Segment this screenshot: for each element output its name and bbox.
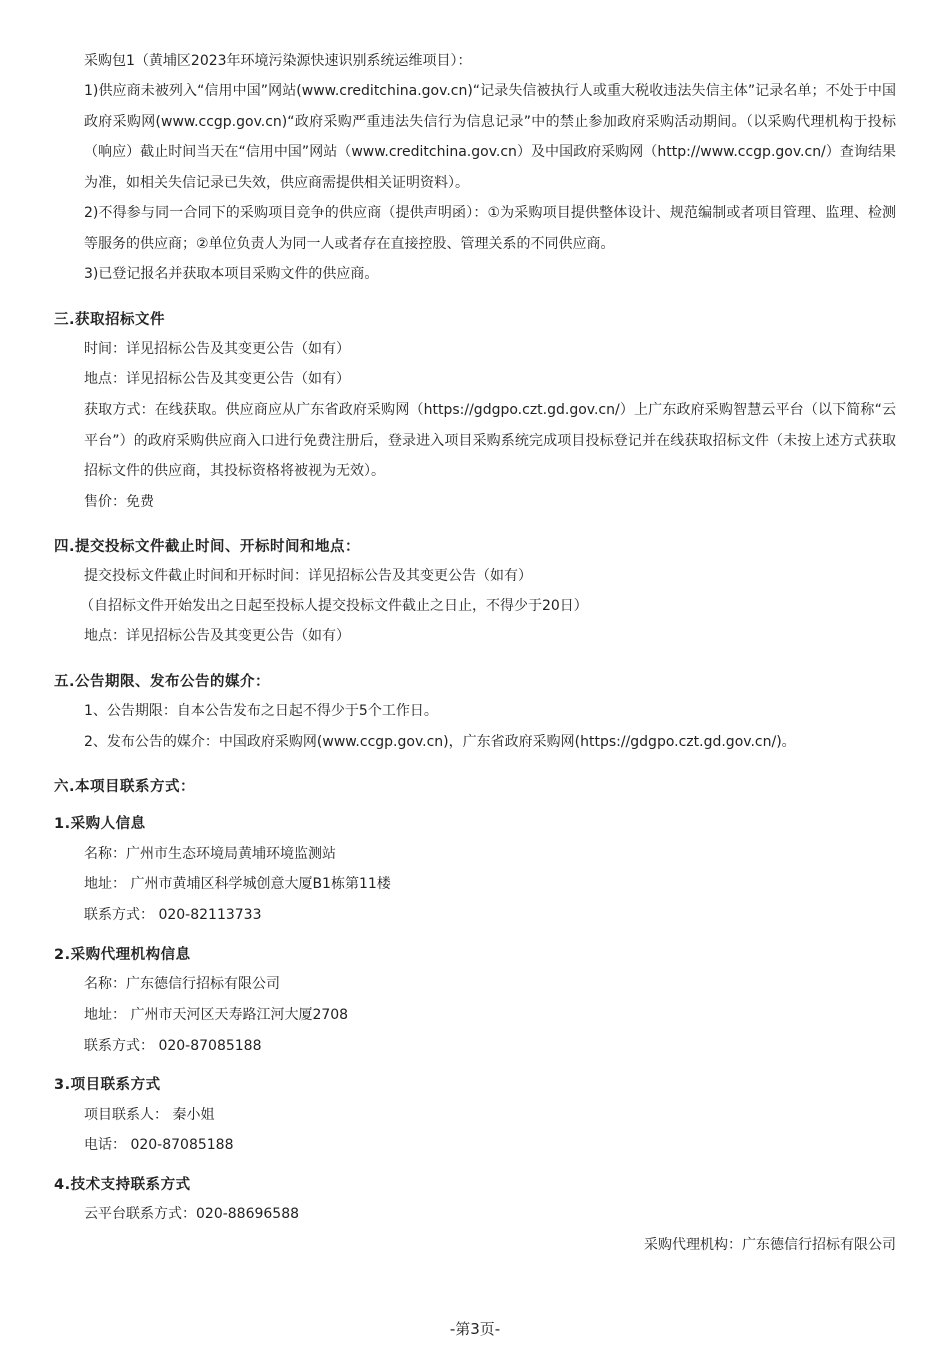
section-3-method-text: 获取方式：在线获取。供应商应从广东省政府采购网（https://gdgpo.czt.gd.gov.cn/）上广东政府采购智慧云平台（以下简称“云平台”）的政府采购供应商入口进行免费注册后，登录进入项目采购系统完成项目投标登记并在线获取招标文件（未按上述方式获取招标文件的供应商，其投标资格将被视为无效）。 bbox=[84, 402, 896, 479]
agency-name: 名称：广东德信行招标有限公司 bbox=[84, 976, 280, 992]
eligibility-item-1 bbox=[54, 76, 896, 198]
section-5-item-2: 2、发布公告的媒介：中国政府采购网(www.ccgp.gov.cn)，广东省政府采购网(https://gdgpo.czt.gd.gov.cn/)。 bbox=[84, 734, 796, 750]
eligibility-item-3: 3)已登记报名并获取本项目采购文件的供应商。 bbox=[84, 266, 379, 282]
project-contact-phone: 电话： 020-87085188 bbox=[84, 1137, 234, 1153]
purchaser-address: 地址： 广州市黄埔区科学城创意大厦B1栋第11楼 bbox=[84, 876, 391, 892]
agency-contact: 联系方式： 020-87085188 bbox=[84, 1038, 262, 1054]
page-number: -第3页- bbox=[449, 1320, 501, 1338]
eligibility-item-2 bbox=[54, 198, 896, 259]
purchaser-heading: 1.采购人信息 bbox=[54, 816, 146, 832]
section-4-note: （自招标文件开始发出之日起至投标人提交投标文件截止之日止，不得少于20日） bbox=[80, 598, 588, 614]
purchaser-contact: 联系方式： 020-82113733 bbox=[84, 907, 262, 923]
agency-heading: 2.采购代理机构信息 bbox=[54, 947, 191, 963]
package-title: 采购包1（黄埔区2023年环境污染源快速识别系统运维项目）： bbox=[84, 53, 472, 69]
section-3-time: 时间：详见招标公告及其变更公告（如有） bbox=[84, 341, 350, 357]
agency-address: 地址： 广州市天河区天寿路江河大厦2708 bbox=[84, 1007, 349, 1023]
section-3-place: 地点：详见招标公告及其变更公告（如有） bbox=[84, 371, 350, 387]
section-3-price: 售价：免费 bbox=[84, 494, 154, 510]
section-5-heading: 五.公告期限、发布公告的媒介： bbox=[54, 674, 271, 690]
section-4-heading: 四.提交投标文件截止时间、开标时间和地点： bbox=[54, 539, 361, 555]
signature: 采购代理机构：广东德信行招标有限公司 bbox=[644, 1237, 896, 1253]
section-3-method bbox=[54, 395, 896, 487]
project-contact-heading: 3.项目联系方式 bbox=[54, 1077, 161, 1093]
tech-support-heading: 4.技术支持联系方式 bbox=[54, 1177, 191, 1193]
purchaser-name: 名称：广州市生态环境局黄埔环境监测站 bbox=[84, 846, 336, 862]
tech-support-platform: 云平台联系方式：020-88696588 bbox=[84, 1206, 300, 1222]
section-3-heading: 三.获取招标文件 bbox=[54, 312, 166, 328]
eligibility-item-1-text: 1)供应商未被列入“信用中国”网站(www.creditchina.gov.cn)“记录失信被执行人或重大税收违法失信主体”记录名单；不处于中国政府采购网(www.ccgp.gov.cn)“政府采购严重违法失信行为信息记录”中的禁止参加政府采购活动期间。（以采购代理机构于投标（响应）截止时间当天在“信用中国”网站（www.creditchina.gov.cn）及中国政府采购网（http://www.ccgp.gov.cn/）查询结果为准，如相关失信记录已失效，供应商需提供相关证明资料）。 bbox=[84, 83, 896, 191]
eligibility-item-2-text: 2)不得参与同一合同下的采购项目竞争的供应商（提供声明函）：①为采购项目提供整体设计、规范编制或者项目管理、监理、检测等服务的供应商；②单位负责人为同一人或者存在直接控股、管理关系的不同供应商。 bbox=[84, 205, 896, 252]
section-4-place: 地点：详见招标公告及其变更公告（如有） bbox=[84, 628, 350, 644]
project-contact-person: 项目联系人： 秦小姐 bbox=[84, 1107, 215, 1123]
section-5-item-1: 1、公告期限：自本公告发布之日起不得少于5个工作日。 bbox=[84, 703, 438, 719]
section-4-deadline: 提交投标文件截止时间和开标时间：详见招标公告及其变更公告（如有） bbox=[84, 568, 532, 584]
section-6-heading: 六.本项目联系方式： bbox=[54, 779, 196, 795]
